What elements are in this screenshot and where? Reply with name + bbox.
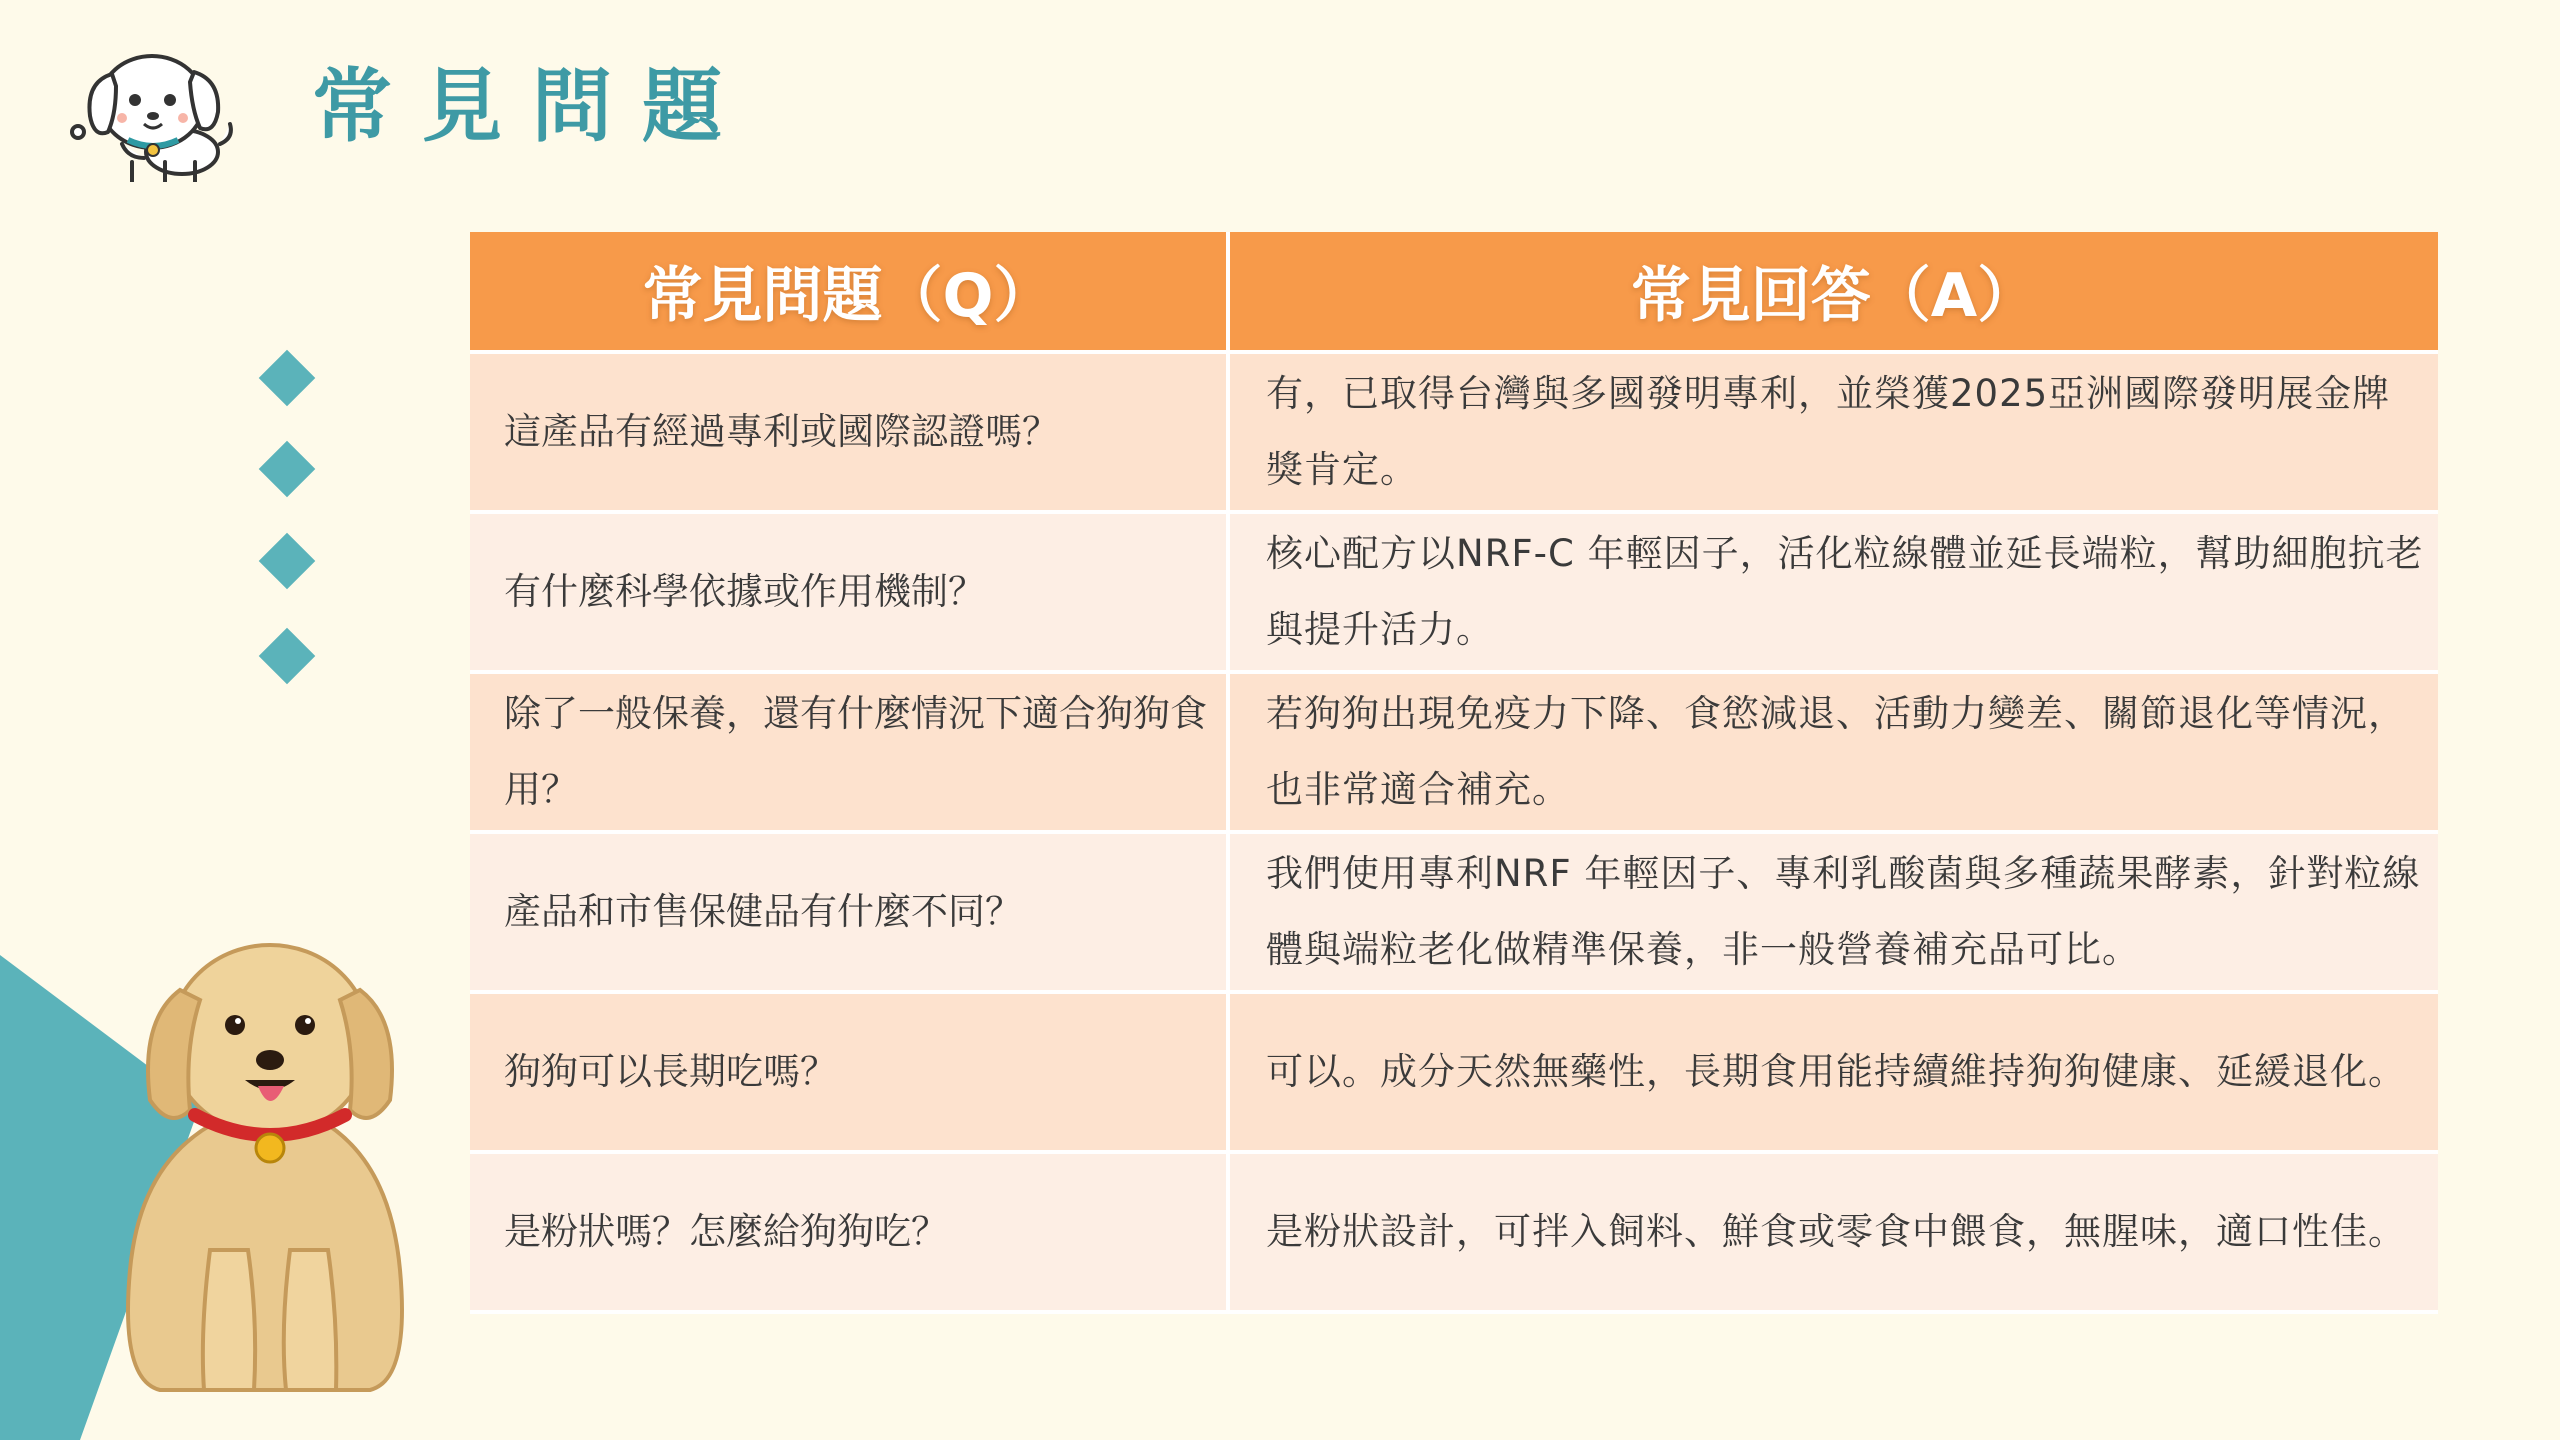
faq-row: [470, 832, 2438, 992]
diamond-bullet-icon: [259, 441, 316, 498]
answer-column-header: 常見回答（A）: [1228, 232, 2438, 352]
faq-header-row: [470, 232, 2438, 352]
sitting-puppy-illustration: [100, 920, 430, 1400]
question-cell: 有什麼科學依據或作用機制？: [470, 512, 1228, 672]
faq-row: [470, 1152, 2438, 1312]
question-cell: 除了一般保養，還有什麼情況下適合狗狗食用？: [470, 672, 1228, 832]
answer-cell: 是粉狀設計，可拌入飼料、鮮食或零食中餵食，無腥味，適口性佳。: [1228, 1152, 2438, 1312]
answer-cell: 若狗狗出現免疫力下降、食慾減退、活動力變差、關節退化等情況，也非常適合補充。: [1228, 672, 2438, 832]
answer-cell: 可以。成分天然無藥性，長期食用能持續維持狗狗健康、延緩退化。: [1228, 992, 2438, 1152]
page-title: 常見問題: [312, 60, 752, 153]
diamond-bullet-icon: [259, 350, 316, 407]
answer-cell: 有，已取得台灣與多國發明專利，並榮獲2025亞洲國際發明展金牌獎肯定。: [1228, 352, 2438, 512]
faq-row: [470, 672, 2438, 832]
faq-row: [470, 992, 2438, 1152]
cartoon-puppy-logo-icon: [70, 32, 255, 182]
answer-cell: 核心配方以NRF-C 年輕因子，活化粒線體並延長端粒，幫助細胞抗老與提升活力。: [1228, 512, 2438, 672]
question-cell: 狗狗可以長期吃嗎？: [470, 992, 1228, 1152]
question-cell: 產品和市售保健品有什麼不同？: [470, 832, 1228, 992]
faq-row: [470, 512, 2438, 672]
question-cell: 這產品有經過專利或國際認證嗎？: [470, 352, 1228, 512]
faq-row: [470, 352, 2438, 512]
diamond-bullet-icon: [259, 628, 316, 685]
answer-cell: 我們使用專利NRF 年輕因子、專利乳酸菌與多種蔬果酵素，針對粒線體與端粒老化做精準保養，非一般營養補充品可比。: [1228, 832, 2438, 992]
faq-table: [470, 232, 2438, 1314]
question-cell: 是粉狀嗎？怎麼給狗狗吃？: [470, 1152, 1228, 1312]
diamond-bullet-icon: [259, 533, 316, 590]
question-column-header: 常見問題（Q）: [470, 232, 1228, 352]
